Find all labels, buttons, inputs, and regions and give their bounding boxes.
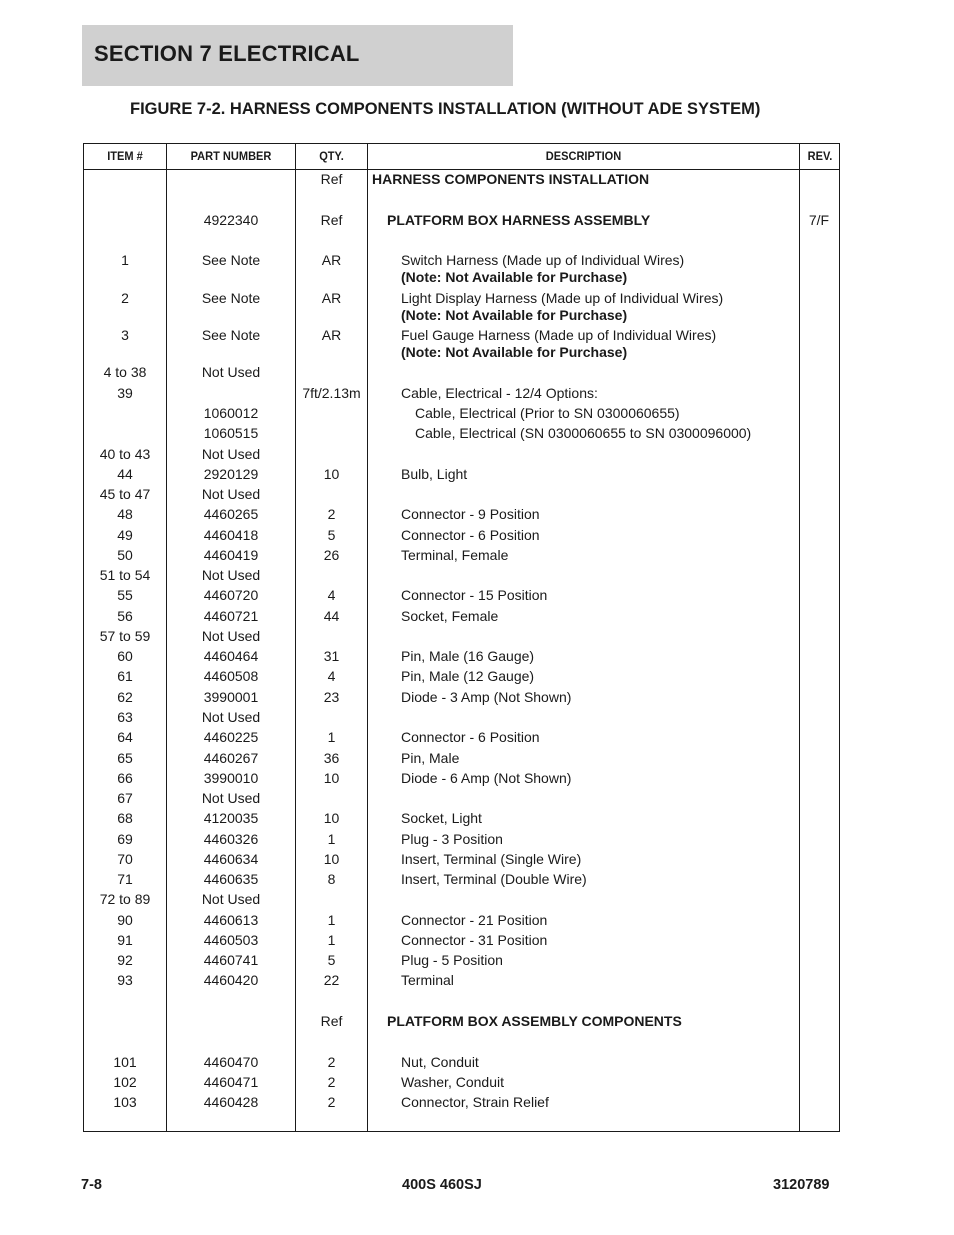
description: PLATFORM BOX HARNESS ASSEMBLY [387,212,651,228]
table-row [84,404,841,424]
description: Nut, Conduit [401,1054,479,1070]
table-row [84,971,841,991]
part-number: 4120035 [203,810,259,826]
part-number: See Note [201,290,261,306]
item-number: 61 [117,668,133,684]
table-row [84,505,841,525]
part-number: 4460613 [203,912,259,928]
item-number: 48 [117,506,133,522]
description: Pin, Male (16 Gauge) [401,648,535,664]
quantity: 4 [327,587,336,603]
part-number: Not Used [201,446,261,462]
item-number: 4 to 38 [103,364,147,380]
quantity: 2 [327,1054,336,1070]
item-number: 66 [117,770,133,786]
quantity: 36 [323,750,340,766]
description: Connector, Strain Relief [401,1094,549,1110]
item-number: 71 [117,871,133,887]
quantity: 44 [323,608,340,624]
revision: 7/F [808,212,830,228]
table-row [84,1053,841,1073]
description: Connector - 6 Position [401,729,540,745]
item-number: 51 to 54 [99,567,151,583]
item-number: 93 [117,972,133,988]
quantity: 8 [327,871,336,887]
item-number: 3 [121,327,129,343]
quantity: 7ft/2.13m [302,385,361,401]
item-number: 62 [117,689,133,705]
table-row [84,326,841,360]
table-row [84,830,841,850]
part-number: 4460428 [203,1094,259,1110]
quantity: 1 [327,932,336,948]
item-number: 44 [117,466,133,482]
part-number: 4460420 [203,972,259,988]
part-number: See Note [201,252,261,268]
part-number: 4460464 [203,648,259,664]
part-number: 4922340 [203,212,259,228]
column-header-rev: REV. [807,149,833,163]
table-row [84,1093,841,1113]
description: Socket, Female [401,608,499,624]
table-row [84,384,841,404]
part-number: 4460721 [203,608,259,624]
description: Cable, Electrical (SN 0300060655 to SN 0300096000) [415,425,752,441]
purchase-note: (Note: Not Available for Purchase) [401,307,628,323]
table-row [84,688,841,708]
table-row [84,627,841,647]
part-number: Not Used [201,364,261,380]
table-row [84,445,841,465]
description: Connector - 6 Position [401,527,540,543]
table-row [84,809,841,829]
section-title: SECTION 7 ELECTRICAL [94,41,360,66]
quantity: 2 [327,506,336,522]
quantity: AR [321,252,342,268]
table-row [84,728,841,748]
item-number: 65 [117,750,133,766]
item-number: 90 [117,912,133,928]
manual-number: 3120789 [773,1177,830,1193]
table-row [84,1012,841,1032]
parts-table [83,143,840,1132]
description: Connector - 15 Position [401,587,548,603]
quantity: 1 [327,912,336,928]
quantity: 4 [327,668,336,684]
description: Pin, Male [401,750,460,766]
quantity: AR [321,327,342,343]
table-row [84,363,841,383]
table-row [84,546,841,566]
table-row [84,211,841,231]
quantity: 26 [323,547,340,563]
part-number: Not Used [201,891,261,907]
part-number: 4460471 [203,1074,259,1090]
item-number: 55 [117,587,133,603]
description: Light Display Harness (Made up of Individual Wires) [401,290,724,306]
part-number: 4460503 [203,932,259,948]
part-number: Not Used [201,790,261,806]
table-row [84,769,841,789]
part-number: 2920129 [203,466,259,482]
item-number: 102 [113,1074,137,1090]
description: PLATFORM BOX ASSEMBLY COMPONENTS [387,1013,682,1029]
table-row [84,850,841,870]
part-number: Not Used [201,486,261,502]
part-number: 4460508 [203,668,259,684]
part-number: 1060515 [203,425,259,441]
table-row [84,251,841,285]
quantity: Ref [320,171,343,187]
item-number: 49 [117,527,133,543]
item-number: 70 [117,851,133,867]
item-number: 92 [117,952,133,968]
table-row [84,870,841,890]
figure-title: FIGURE 7-2. HARNESS COMPONENTS INSTALLATION (WITHOUT ADE SYSTEM) [130,100,761,118]
quantity: 31 [323,648,340,664]
item-number: 64 [117,729,133,745]
quantity: 22 [323,972,340,988]
part-number: 4460418 [203,527,259,543]
quantity: 2 [327,1094,336,1110]
part-number: 4460720 [203,587,259,603]
part-number: Not Used [201,567,261,583]
quantity: 23 [323,689,340,705]
item-number: 50 [117,547,133,563]
quantity: 10 [323,851,340,867]
description: Cable, Electrical - 12/4 Options: [401,385,598,401]
quantity: 10 [323,810,340,826]
quantity: 1 [327,729,336,745]
part-number: 4460419 [203,547,259,563]
part-number: 4460634 [203,851,259,867]
table-row [84,667,841,687]
description: Insert, Terminal (Single Wire) [401,851,582,867]
table-row [84,586,841,606]
part-number: 4460470 [203,1054,259,1070]
table-row [84,289,841,323]
description: Plug - 3 Position [401,831,503,847]
description: Fuel Gauge Harness (Made up of Individual Wires) [401,327,717,343]
item-number: 101 [113,1054,137,1070]
table-row [84,566,841,586]
model-name: 400S 460SJ [402,1177,482,1193]
table-row [84,485,841,505]
item-number: 1 [121,252,129,268]
table-row [84,708,841,728]
item-number: 91 [117,932,133,948]
quantity: 5 [327,527,336,543]
table-row [84,951,841,971]
item-number: 57 to 59 [99,628,151,644]
table-row [84,526,841,546]
item-number: 67 [117,790,133,806]
column-header-item: ITEM # [107,149,143,163]
item-number: 63 [117,709,133,725]
quantity: 10 [323,466,340,482]
description: Diode - 3 Amp (Not Shown) [401,689,572,705]
table-row [84,931,841,951]
purchase-note: (Note: Not Available for Purchase) [401,269,628,285]
table-row [84,170,841,190]
description: Pin, Male (12 Gauge) [401,668,535,684]
part-number: 4460326 [203,831,259,847]
description: Washer, Conduit [401,1074,504,1090]
item-number: 72 to 89 [99,891,151,907]
table-row [84,911,841,931]
item-number: 68 [117,810,133,826]
quantity: 1 [327,831,336,847]
part-number: See Note [201,327,261,343]
part-number: 4460635 [203,871,259,887]
part-number: Not Used [201,709,261,725]
part-number: 3990001 [203,689,259,705]
quantity: 2 [327,1074,336,1090]
table-row [84,1073,841,1093]
description: HARNESS COMPONENTS INSTALLATION [372,171,650,187]
part-number: 3990010 [203,770,259,786]
item-number: 45 to 47 [99,486,151,502]
table-row [84,607,841,627]
part-number: 1060012 [203,405,259,421]
item-number: 2 [121,290,129,306]
quantity: 5 [327,952,336,968]
purchase-note: (Note: Not Available for Purchase) [401,344,628,360]
description: Bulb, Light [401,466,468,482]
description: Terminal, Female [401,547,509,563]
item-number: 69 [117,831,133,847]
table-row [84,789,841,809]
item-number: 39 [117,385,133,401]
quantity: Ref [320,1013,343,1029]
item-number: 40 to 43 [99,446,151,462]
table-row [84,424,841,444]
part-number: Not Used [201,628,261,644]
part-number: 4460741 [203,952,259,968]
table-row [84,749,841,769]
description: Diode - 6 Amp (Not Shown) [401,770,572,786]
description: Terminal [401,972,454,988]
quantity: Ref [320,212,343,228]
description: Switch Harness (Made up of Individual Wires) [401,252,685,268]
part-number: 4460267 [203,750,259,766]
column-header-description: DESCRIPTION [545,149,622,163]
description: Cable, Electrical (Prior to SN 0300060655) [415,405,680,421]
description: Connector - 21 Position [401,912,548,928]
quantity: 10 [323,770,340,786]
description: Connector - 31 Position [401,932,548,948]
item-number: 56 [117,608,133,624]
quantity: AR [321,290,342,306]
description: Connector - 9 Position [401,506,540,522]
part-number: 4460265 [203,506,259,522]
part-number: 4460225 [203,729,259,745]
table-row [84,465,841,485]
page-number: 7-8 [81,1177,102,1193]
description: Insert, Terminal (Double Wire) [401,871,587,887]
description: Socket, Light [401,810,482,826]
table-row [84,647,841,667]
section-header [82,25,513,86]
column-header-qty: QTY. [319,149,344,163]
column-header-part-number: PART NUMBER [190,149,272,163]
item-number: 103 [113,1094,137,1110]
description: Plug - 5 Position [401,952,503,968]
table-row [84,890,841,910]
item-number: 60 [117,648,133,664]
